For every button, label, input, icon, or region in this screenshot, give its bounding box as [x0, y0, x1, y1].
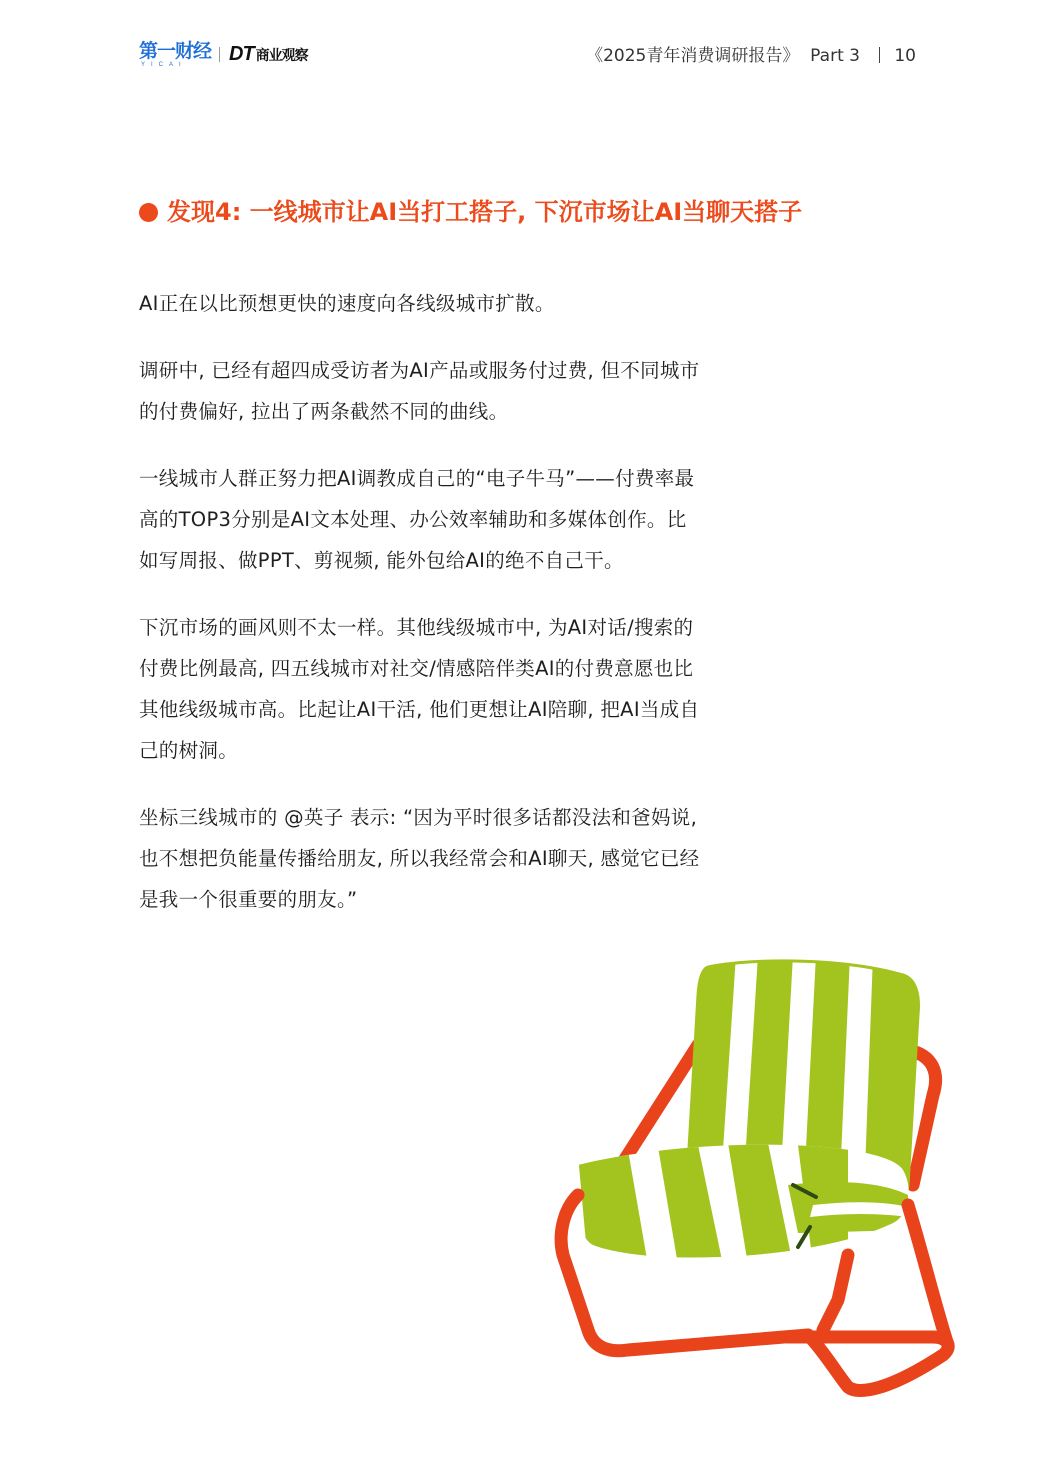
- part-label: Part 3: [810, 46, 860, 66]
- yicai-logo: [139, 40, 211, 70]
- page-header: [0, 0, 1050, 110]
- paragraph-2: 调研中, 已经有超四成受访者为AI产品或服务付过费, 但不同城市的付费偏好, 拉出了两条截然不同的曲线。: [139, 359, 700, 423]
- running-head: [586, 45, 916, 67]
- page-number: 10: [894, 46, 916, 66]
- dt-logo: [229, 42, 308, 68]
- body-text: [139, 283, 701, 946]
- striped-armchair-illustration: [548, 955, 968, 1405]
- paragraph-1: AI正在以比预想更快的速度向各线级城市扩散。: [139, 292, 555, 315]
- yicai-logo-en: YICAI: [141, 62, 187, 68]
- running-head-separator: [879, 47, 880, 63]
- logo-divider: [219, 47, 220, 62]
- dt-logo-cn: 商业观察: [255, 48, 308, 64]
- dt-logo-latin: DT: [229, 43, 254, 65]
- paragraph-3: 一线城市人群正努力把AI调教成自己的“电子牛马”——付费率最高的TOP3分别是AI文本处理、办公效率辅助和多媒体创作。比如写周报、做PPT、剪视频, 能外包给AI的绝不自己干。: [139, 467, 695, 572]
- yicai-logo-cn: 第一财经: [139, 40, 212, 62]
- paragraph-4: 下沉市场的画风则不太一样。其他线级城市中, 为AI对话/搜索的付费比例最高, 四五线城市对社交/情感陪伴类AI的付费意愿也比其他线级城市高。比起让AI干活, 他们更想让AI陪聊, 把AI当成自己的树洞。: [139, 616, 700, 762]
- section-title: 发现4: 一线城市让AI当打工搭子, 下沉市场让AI当聊天搭子: [167, 198, 803, 226]
- bullet-dot-icon: [139, 203, 158, 222]
- report-title: 《2025青年消费调研报告》: [586, 46, 800, 66]
- paragraph-5: 坐标三线城市的 @英子 表示: “因为平时很多话都没法和爸妈说, 也不想把负能量传播给朋友, 所以我经常会和AI聊天, 感觉它已经是我一个很重要的朋友。”: [139, 806, 700, 911]
